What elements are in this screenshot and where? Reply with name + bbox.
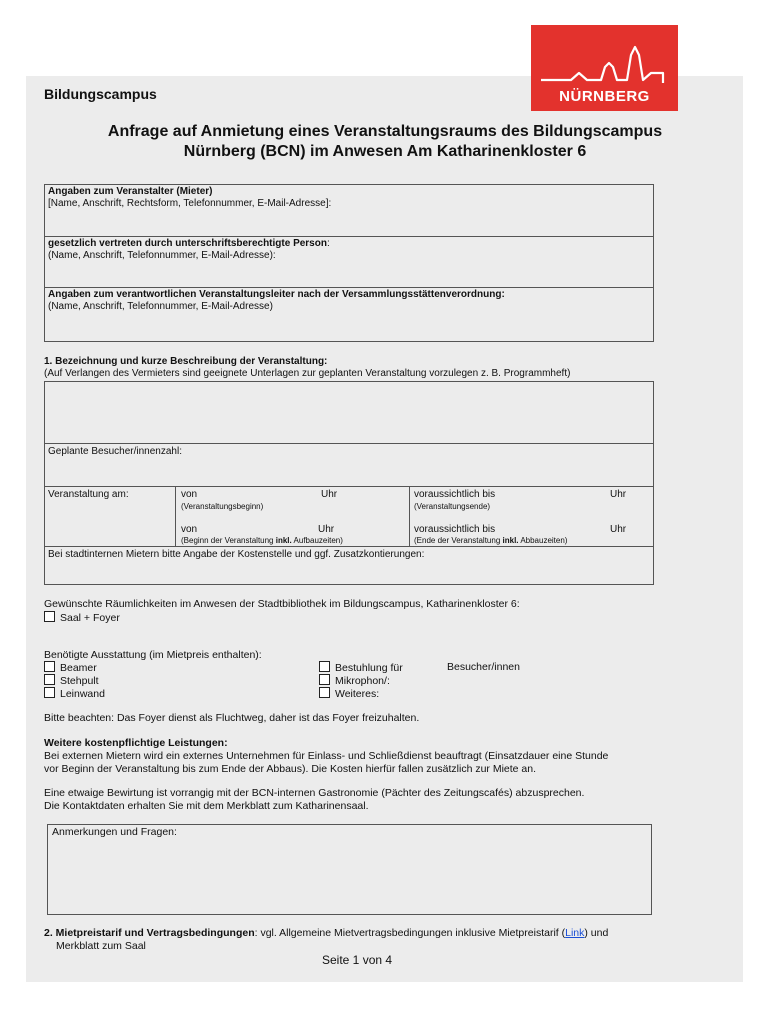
- uhr-label: Uhr: [610, 524, 627, 535]
- von-label: von: [181, 489, 198, 500]
- veranstalter-hint: [Name, Anschrift, Rechtsform, Telefonnummer, E-Mail-Adresse]:: [48, 198, 332, 209]
- bis-label: voraussichtlich bis: [414, 489, 496, 500]
- vertreten-field[interactable]: [46, 264, 650, 285]
- equipment-option-label: Stehpult: [60, 675, 99, 687]
- divider: [44, 287, 654, 288]
- foyer-note: Bitte beachten: Das Foyer dienst als Fluchtweg, daher ist das Foyer freizuhalten.: [44, 712, 420, 724]
- document-title-line1: Anfrage auf Anmietung eines Veranstaltungsraums des Bildungscampus: [107, 123, 663, 140]
- page-number: Seite 1 von 4: [322, 953, 393, 967]
- begin-hint: (Veranstaltungsbeginn): [181, 502, 264, 511]
- equipment-option-label: Leinwand: [60, 688, 105, 700]
- equipment-option[interactable]: [44, 674, 99, 688]
- equipment-option-label: Bestuhlung für: [335, 662, 403, 674]
- event-description-field[interactable]: [46, 383, 650, 441]
- weiteres-checkbox[interactable]: [319, 687, 330, 698]
- vertreten-colon: :: [326, 238, 330, 249]
- equipment-option[interactable]: [44, 661, 97, 675]
- rooms-label: Gewünschte Räumlichkeiten im Anwesen der Stadtbibliothek im Bildungscampus, Katharinenkloster 6:: [44, 598, 520, 610]
- section2-text: ) und: [584, 927, 609, 939]
- veranstalter-field[interactable]: [46, 212, 650, 234]
- uhr-label: Uhr: [318, 524, 335, 535]
- divider: [44, 236, 654, 237]
- setup-hint: [181, 536, 343, 546]
- nuernberg-logo: [531, 25, 678, 111]
- equipment-option[interactable]: [319, 674, 390, 688]
- equipment-option-label: Weiteres:: [335, 688, 380, 700]
- costs-line: Bei externen Mietern wird ein externes Unternehmen für Einlass- und Schließdienst beauftragt (Einsatzdauer eine Stunde: [44, 750, 609, 762]
- von-label: von: [181, 524, 198, 535]
- divider: [175, 486, 176, 546]
- divider: [409, 486, 410, 546]
- date-label: Veranstaltung am:: [48, 489, 129, 500]
- mietpreistarif-link[interactable]: Link: [565, 927, 585, 939]
- section1-heading: 1. Bezeichnung und kurze Beschreibung der Veranstaltung:: [44, 356, 328, 367]
- visitors-label: Geplante Besucher/innenzahl:: [48, 446, 182, 457]
- bis-label: voraussichtlich bis: [414, 524, 496, 535]
- besucher-label: Besucher/innen: [447, 661, 520, 673]
- cost-center-label: Bei stadtinternen Mietern bitte Angabe der Kostenstelle und ggf. Zusatzkontierungen:: [48, 549, 425, 560]
- vertreten-hint: (Name, Anschrift, Telefonnummer, E-Mail-Adresse):: [48, 250, 276, 261]
- equipment-option[interactable]: [44, 687, 105, 701]
- equipment-option[interactable]: [319, 661, 403, 675]
- setup-hint-text: (Beginn der Veranstaltung: [181, 536, 276, 545]
- cost-center-field[interactable]: [46, 562, 650, 583]
- teardown-hint: [414, 536, 567, 546]
- equipment-option[interactable]: [319, 687, 379, 701]
- organization-name: Bildungscampus: [44, 86, 157, 102]
- document-title-line2: Nürnberg (BCN) im Anwesen Am Katharinenkloster 6: [183, 143, 587, 160]
- end-hint: (Veranstaltungsende): [414, 502, 491, 511]
- section2-line2: Merkblatt zum Saal: [56, 940, 146, 952]
- saal-foyer-checkbox[interactable]: [44, 611, 55, 622]
- catering-line: Die Kontaktdaten erhalten Sie mit dem Merkblatt zum Katharinensaal.: [44, 800, 369, 812]
- divider: [44, 443, 654, 444]
- equipment-label: Benötigte Ausstattung (im Mietpreis enthalten):: [44, 649, 262, 661]
- leiter-hint: (Name, Anschrift, Telefonnummer, E-Mail-Adresse): [48, 301, 273, 312]
- logo-text: NÜRNBERG: [559, 88, 650, 105]
- room-option[interactable]: [44, 611, 120, 625]
- teardown-hint-text: (Ende der Veranstaltung: [414, 536, 503, 545]
- stehpult-checkbox[interactable]: [44, 674, 55, 685]
- vertreten-row: [48, 238, 330, 250]
- costs-heading: Weitere kostenpflichtige Leistungen:: [44, 737, 228, 749]
- uhr-label: Uhr: [321, 489, 338, 500]
- remarks-label: Anmerkungen und Fragen:: [52, 826, 177, 838]
- teardown-hint-text: Abbauzeiten): [518, 536, 568, 545]
- beamer-checkbox[interactable]: [44, 661, 55, 672]
- bestuhlung-checkbox[interactable]: [319, 661, 330, 672]
- equipment-option-label: Mikrophon/:: [335, 675, 390, 687]
- equipment-option-label: Beamer: [60, 662, 97, 674]
- veranstalter-label: Angaben zum Veranstalter (Mieter): [48, 186, 213, 197]
- section2-heading: 2. Mietpreistarif und Vertragsbedingungen: [44, 927, 255, 939]
- vertreten-label: gesetzlich vertreten durch unterschriftsberechtigte Person: [48, 238, 327, 249]
- costs-line: vor Beginn der Veranstaltung bis zum Ende der Abbaus). Die Kosten hierfür fallen zusätzlich zur Miete an.: [44, 763, 537, 775]
- setup-hint-text: Aufbauzeiten): [291, 536, 343, 545]
- uhr-label: Uhr: [610, 489, 627, 500]
- section2-line: [44, 927, 608, 940]
- divider: [44, 546, 654, 547]
- leinwand-checkbox[interactable]: [44, 687, 55, 698]
- leiter-label: Angaben zum verantwortlichen Veranstaltungsleiter nach der Versammlungsstättenverordnung:: [48, 289, 505, 300]
- catering-line: Eine etwaige Bewirtung ist vorrangig mit der BCN-internen Gastronomie (Pächter des Zeitungscafés) abzusprechen.: [44, 787, 585, 799]
- section1-note: (Auf Verlangen des Vermieters sind geeignete Unterlagen zur geplanten Veranstaltung vorzulegen z. B. Programmheft): [44, 368, 571, 379]
- section2-text: : vgl. Allgemeine Mietvertragsbedingungen inklusive Mietpreistarif (: [254, 927, 566, 939]
- mikrophon-checkbox[interactable]: [319, 674, 330, 685]
- teardown-hint-bold: inkl.: [502, 536, 519, 545]
- setup-hint-bold: inkl.: [275, 536, 292, 545]
- leiter-field[interactable]: [46, 315, 650, 340]
- divider: [44, 486, 654, 487]
- room-option-label: Saal + Foyer: [60, 612, 120, 624]
